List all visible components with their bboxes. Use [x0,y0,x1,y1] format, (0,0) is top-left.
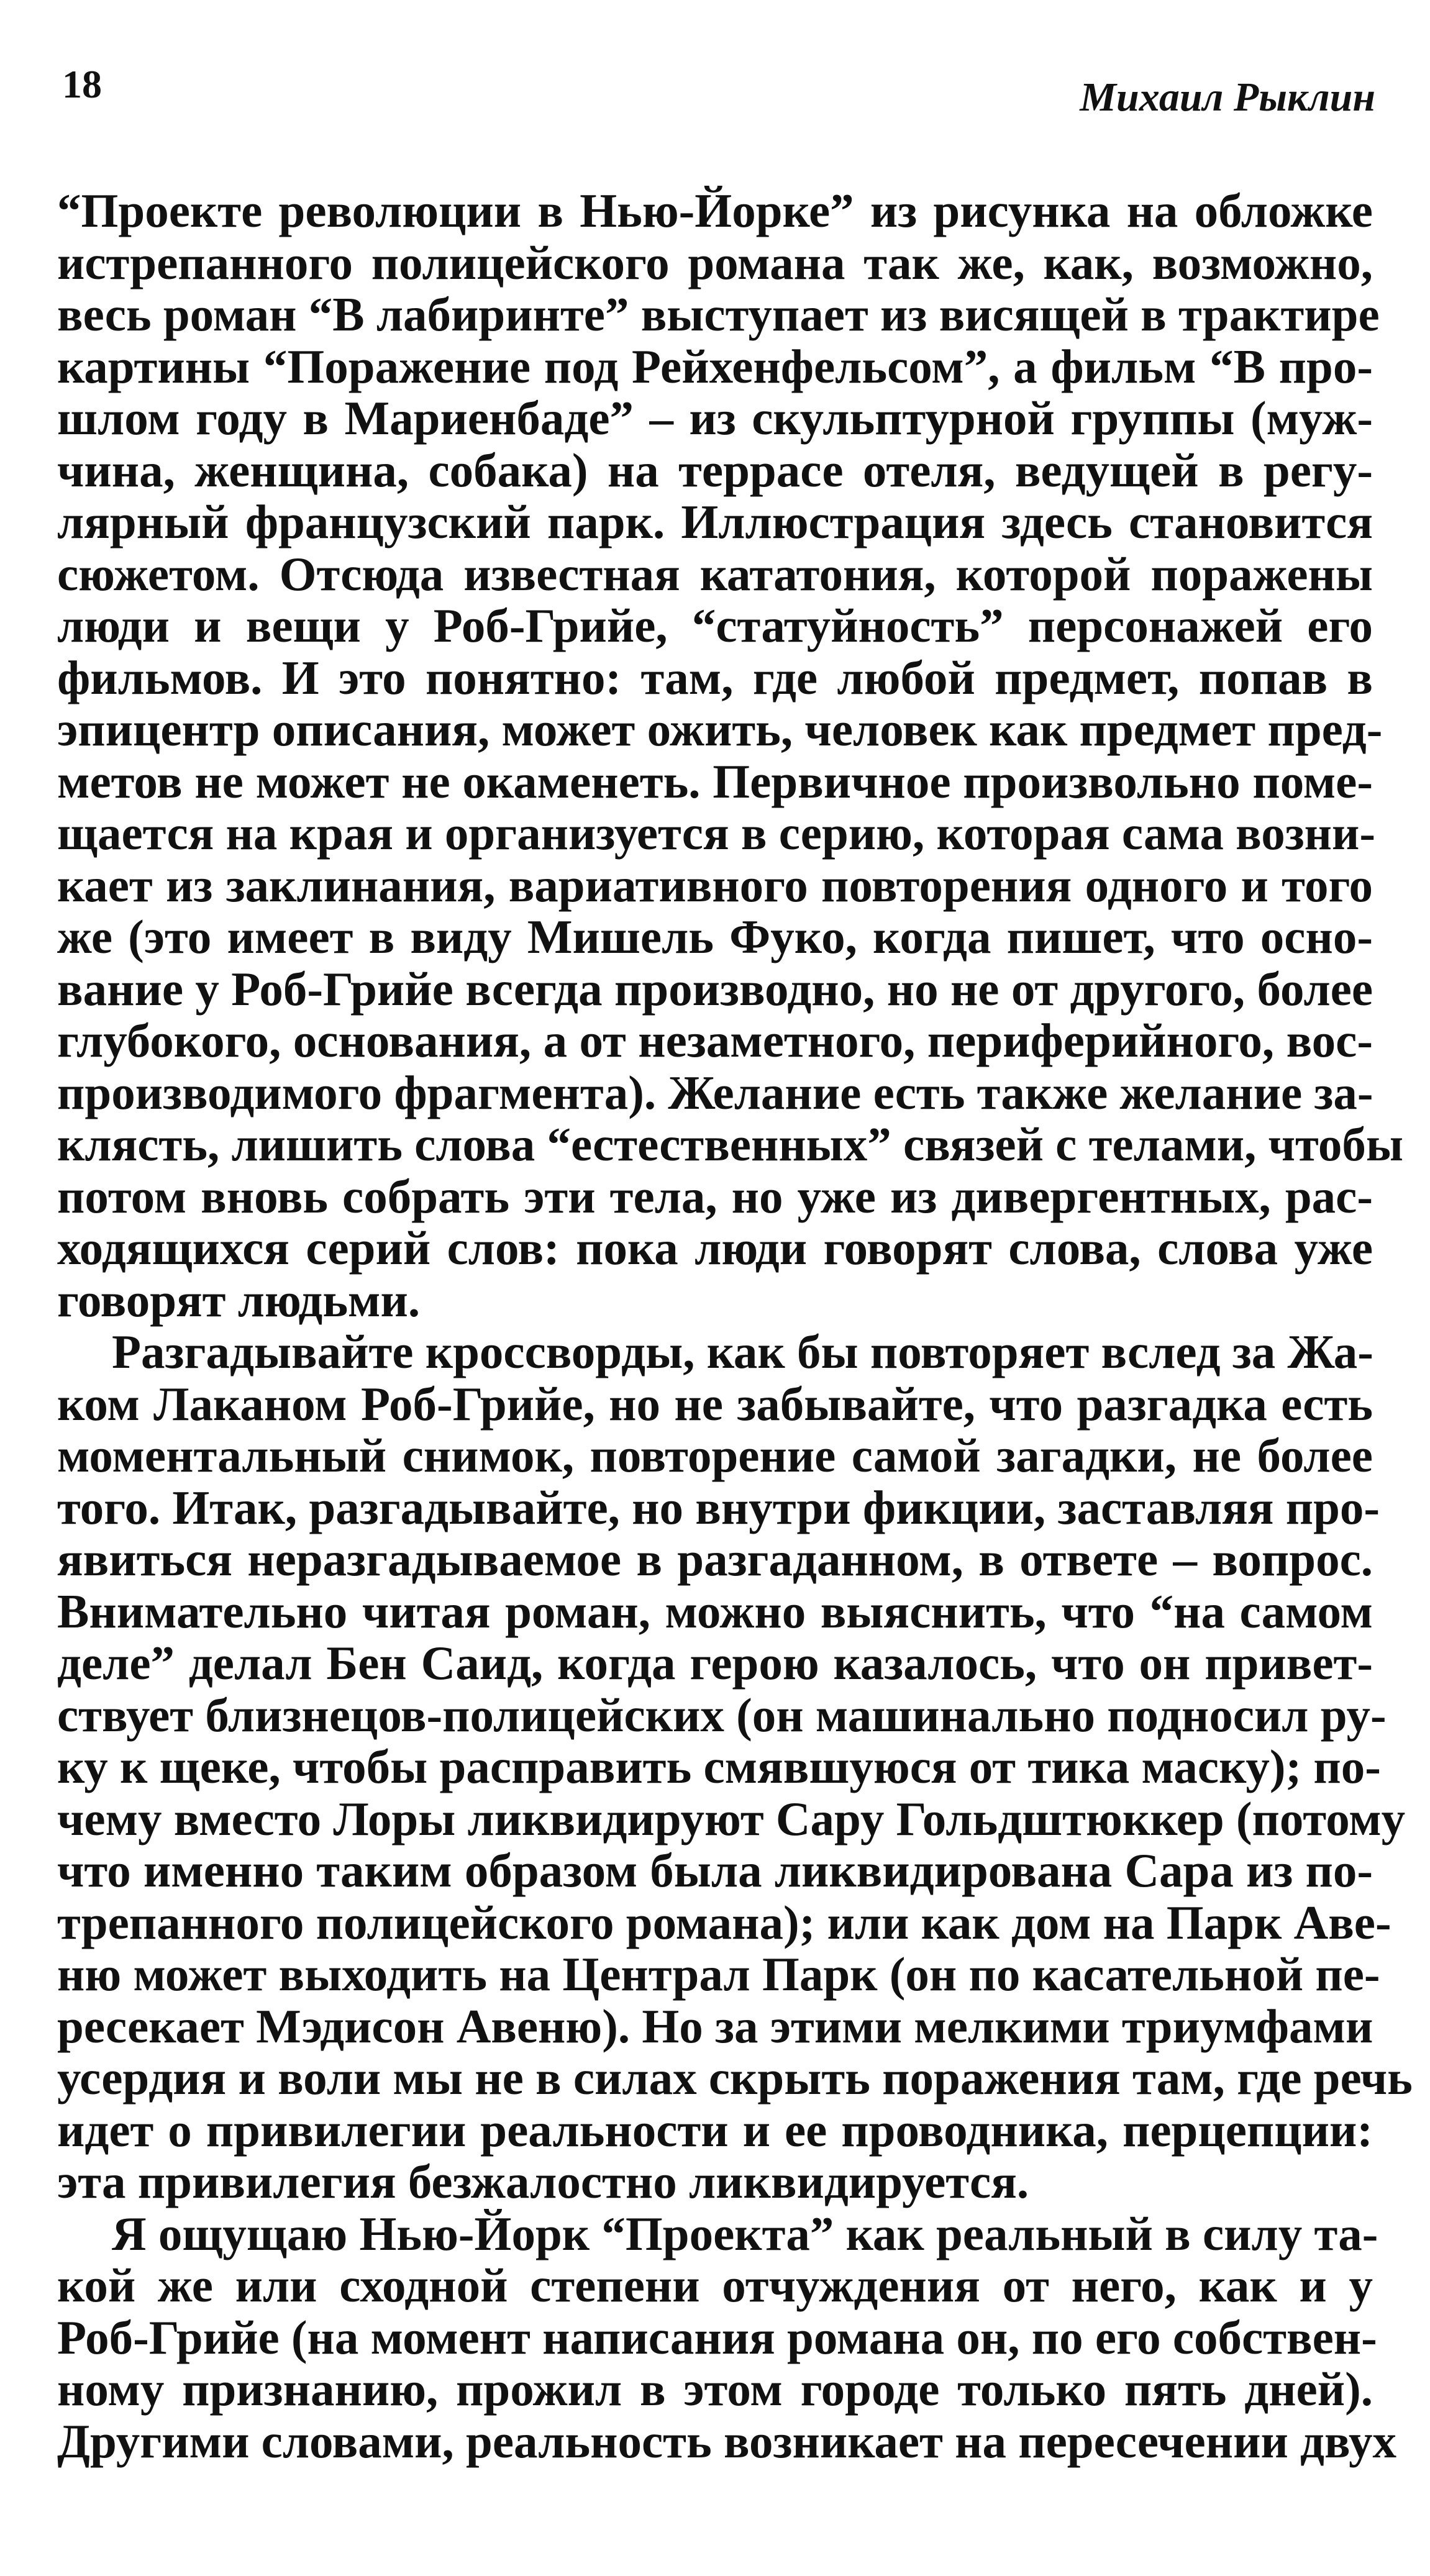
text-line: Я ощущаю Нью-Йорк “Проекта” как реальный в силу та- [112,2206,1378,2260]
text-line: ком Лаканом Роб-Грийе, но не забывайте, что разгадка есть [57,1377,1373,1431]
text-line: истрепанного полицейского романа так же, как, возможно, [57,235,1373,289]
text-line: картины “Поражение под Рейхенфельсом”, а фильм “В про- [57,339,1373,393]
text-line: потом вновь собрать эти тела, но уже из дивергентных, рас- [57,1169,1373,1223]
text-line: клясть, лишить слова “естественных” связей с телами, чтобы [57,1117,1403,1171]
text-line: усердия и воли мы не в силах скрыть поражения там, где речь [57,2051,1413,2105]
text-line: весь роман “В лабиринте” выступает из висящей в трактире [57,288,1380,341]
text-line: фильмов. И это понятно: там, где любой предмет, попав в [57,650,1373,704]
running-head: Михаил Рыклин [1080,75,1375,120]
text-line: же (это имеет в виду Мишель Фуко, когда пишет, что осно- [57,910,1373,963]
text-line: эпицентр описания, может ожить, человек как предмет пред- [57,703,1383,756]
text-line: метов не может не окаменеть. Первичное произвольно поме- [57,754,1373,808]
text-line: что именно таким образом была ликвидирована Сара из по- [57,1844,1373,1897]
text-line: ню может выходить на Централ Парк (он по касательной пе- [57,1947,1380,2001]
text-line: производимого фрагмента). Желание есть также желание за- [57,1065,1373,1119]
text-line: Роб-Грийе (на момент написания романа он, по его собствен- [57,2310,1377,2364]
text-line: “Проекте революции в Нью-Йорке” из рисунка на обложке [57,184,1373,237]
text-line: моментальный снимок, повторение самой загадки, не более [57,1429,1373,1482]
text-line: сюжетом. Отсюда известная кататония, которой поражены [57,547,1373,601]
text-line: эта привилегия безжалостно ликвидируется. [57,2155,1029,2208]
paragraph [57,184,1403,1327]
text-line: Внимательно читая роман, можно выяснить, что “на самом [57,1584,1373,1638]
paragraph [57,1325,1413,2208]
text-line: глубокого, основания, а от незаметного, периферийного, вос- [57,1014,1373,1067]
text-line: вание у Роб-Грийе всегда производно, но не от другого, более [57,962,1373,1016]
text-line: люди и вещи у Роб-Грийе, “статуйность” персонажей его [57,599,1373,652]
text-line: ному признанию, прожил в этом городе только пять дней). [57,2362,1373,2416]
text-line: кой же или сходной степени отчуждения от него, как и у [57,2259,1373,2312]
text-line: чина, женщина, собака) на террасе отеля, ведущей в регу- [57,443,1373,497]
text-line: трепанного полицейского романа); или как дом на Парк Аве- [57,1895,1391,1949]
text-line: того. Итак, разгадывайте, но внутри фикции, заставляя про- [57,1480,1380,1534]
body-text [57,184,1413,2468]
text-line: деле” делал Бен Саид, когда герою казалось, что он привет- [57,1636,1373,1690]
text-line: говорят людьми. [57,1273,421,1327]
page-number: 18 [62,62,102,106]
text-line: ку к щеке, чтобы расправить смявшуюся от тика маску); по- [57,1740,1381,1793]
text-line: щается на края и организуется в серию, которая сама возни- [57,806,1376,860]
text-line: шлом году в Мариенбаде” – из скульптурной группы (муж- [57,391,1373,445]
text-line: ствует близнецов-полицейских (он машинально подносил ру- [57,1688,1387,1742]
text-line: чему вместо Лоры ликвидируют Сару Гольдштюккер (потому [57,1791,1406,1846]
text-line: ходящихся серий слов: пока люди говорят слова, слова уже [57,1221,1373,1275]
text-line: кает из заклинания, вариативного повторения одного и того [57,858,1373,912]
text-line: явиться неразгадываемое в разгаданном, в ответе – вопрос. [57,1532,1373,1586]
text-line: Другими словами, реальность возникает на пересечении двух [57,2414,1396,2468]
text-line: ресекает Мэдисон Авеню). Но за этими мелкими триумфами [57,1999,1373,2053]
paragraph [57,2206,1396,2468]
text-line: Разгадывайте кроссворды, как бы повторяет вслед за Жа- [112,1325,1373,1378]
text-line: идет о привилегии реальности и ее проводника, перцепции: [57,2103,1373,2157]
text-line: лярный французский парк. Иллюстрация здесь становится [57,495,1373,548]
